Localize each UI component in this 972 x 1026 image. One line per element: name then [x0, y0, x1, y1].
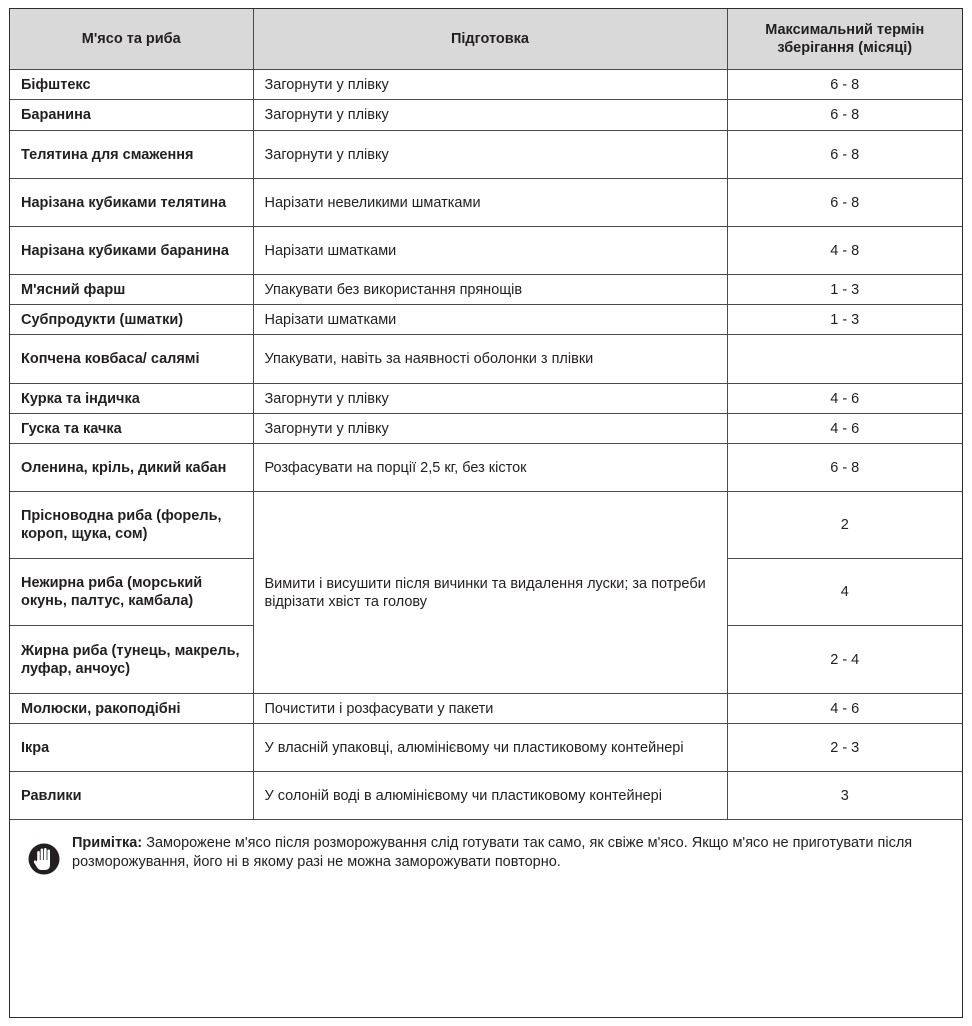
header-max-storage: Максимальний термін зберігання (місяці) [727, 9, 962, 70]
hand-stop-icon [28, 842, 60, 876]
row-term: 4 - 6 [727, 384, 962, 414]
table-row [10, 444, 962, 492]
row-prep: Почистити і розфасувати у пакети [253, 694, 727, 724]
row-name: Оленина, кріль, дикий кабан [10, 444, 253, 492]
table-row [10, 772, 962, 820]
table-row [10, 414, 962, 444]
header-meat-fish: М'ясо та риба [10, 9, 253, 70]
row-prep: Загорнути у плівку [253, 131, 727, 179]
row-prep: У солоній воді в алюмінієвому чи пластиковому контейнері [253, 772, 727, 820]
note-label: Примітка: [72, 835, 143, 851]
fish-prep-cell: Вимити і висушити після вичинки та видалення луски; за потреби відрізати хвіст та голову [253, 492, 727, 694]
storage-table [10, 9, 962, 820]
table-row [10, 227, 962, 275]
row-prep: Упакувати без використання прянощів [253, 275, 727, 305]
table-row [10, 179, 962, 227]
table-row [10, 131, 962, 179]
row-term: 1 - 3 [727, 305, 962, 335]
row-name: Равлики [10, 772, 253, 820]
row-term: 6 - 8 [727, 100, 962, 131]
row-name: Ікра [10, 724, 253, 772]
table-row [10, 100, 962, 131]
row-prep: Нарізати невеликими шматками [253, 179, 727, 227]
row-term: 3 [727, 772, 962, 820]
row-name: Нарізана кубиками телятина [10, 179, 253, 227]
table-row [10, 275, 962, 305]
row-prep: Загорнути у плівку [253, 100, 727, 131]
row-term: 6 - 8 [727, 70, 962, 100]
row-prep: Загорнути у плівку [253, 414, 727, 444]
row-term: 4 - 8 [727, 227, 962, 275]
storage-sheet [9, 8, 963, 1018]
table-row [10, 305, 962, 335]
row-term: 2 [727, 492, 962, 559]
table-row [10, 694, 962, 724]
row-name: Копчена ковбаса/ салямі [10, 335, 253, 384]
row-name: Прісноводна риба (форель, короп, щука, сом) [10, 492, 253, 559]
row-prep: У власній упаковці, алюмінієвому чи пластиковому контейнері [253, 724, 727, 772]
row-term: 4 - 6 [727, 694, 962, 724]
note-text: Заморожене м'ясо після розморожування слід готувати так само, як свіже м'ясо. Якщо м'ясо не приготувати після розморожування, його ні в якому разі не можна заморожувати повторно. [72, 835, 913, 870]
row-term [727, 335, 962, 384]
row-name: Баранина [10, 100, 253, 131]
table-row [10, 70, 962, 100]
row-prep: Нарізати шматками [253, 305, 727, 335]
table-row [10, 492, 962, 559]
row-name: Гуска та качка [10, 414, 253, 444]
row-name: Телятина для смаження [10, 131, 253, 179]
row-prep: Загорнути у плівку [253, 384, 727, 414]
row-term: 4 - 6 [727, 414, 962, 444]
row-term: 1 - 3 [727, 275, 962, 305]
row-name: Молюски, ракоподібні [10, 694, 253, 724]
table-row [10, 335, 962, 384]
row-prep: Загорнути у плівку [253, 70, 727, 100]
row-prep: Нарізати шматками [253, 227, 727, 275]
row-term: 6 - 8 [727, 179, 962, 227]
row-name: Біфштекс [10, 70, 253, 100]
row-prep: Упакувати, навіть за наявності оболонки з плівки [253, 335, 727, 384]
row-name: М'ясний фарш [10, 275, 253, 305]
note-box [10, 820, 962, 872]
row-name: Жирна риба (тунець, макрель, луфар, анчоус) [10, 626, 253, 694]
row-name: Субпродукти (шматки) [10, 305, 253, 335]
row-name: Курка та індичка [10, 384, 253, 414]
table-row [10, 724, 962, 772]
row-term: 2 - 3 [727, 724, 962, 772]
header-preparation: Підготовка [253, 9, 727, 70]
row-term: 6 - 8 [727, 131, 962, 179]
row-name: Нарізана кубиками баранина [10, 227, 253, 275]
table-header-row [10, 9, 962, 70]
row-term: 6 - 8 [727, 444, 962, 492]
row-term: 4 [727, 559, 962, 626]
row-name: Нежирна риба (морський окунь, палтус, камбала) [10, 559, 253, 626]
row-term: 2 - 4 [727, 626, 962, 694]
row-prep: Розфасувати на порції 2,5 кг, без кісток [253, 444, 727, 492]
table-row [10, 384, 962, 414]
